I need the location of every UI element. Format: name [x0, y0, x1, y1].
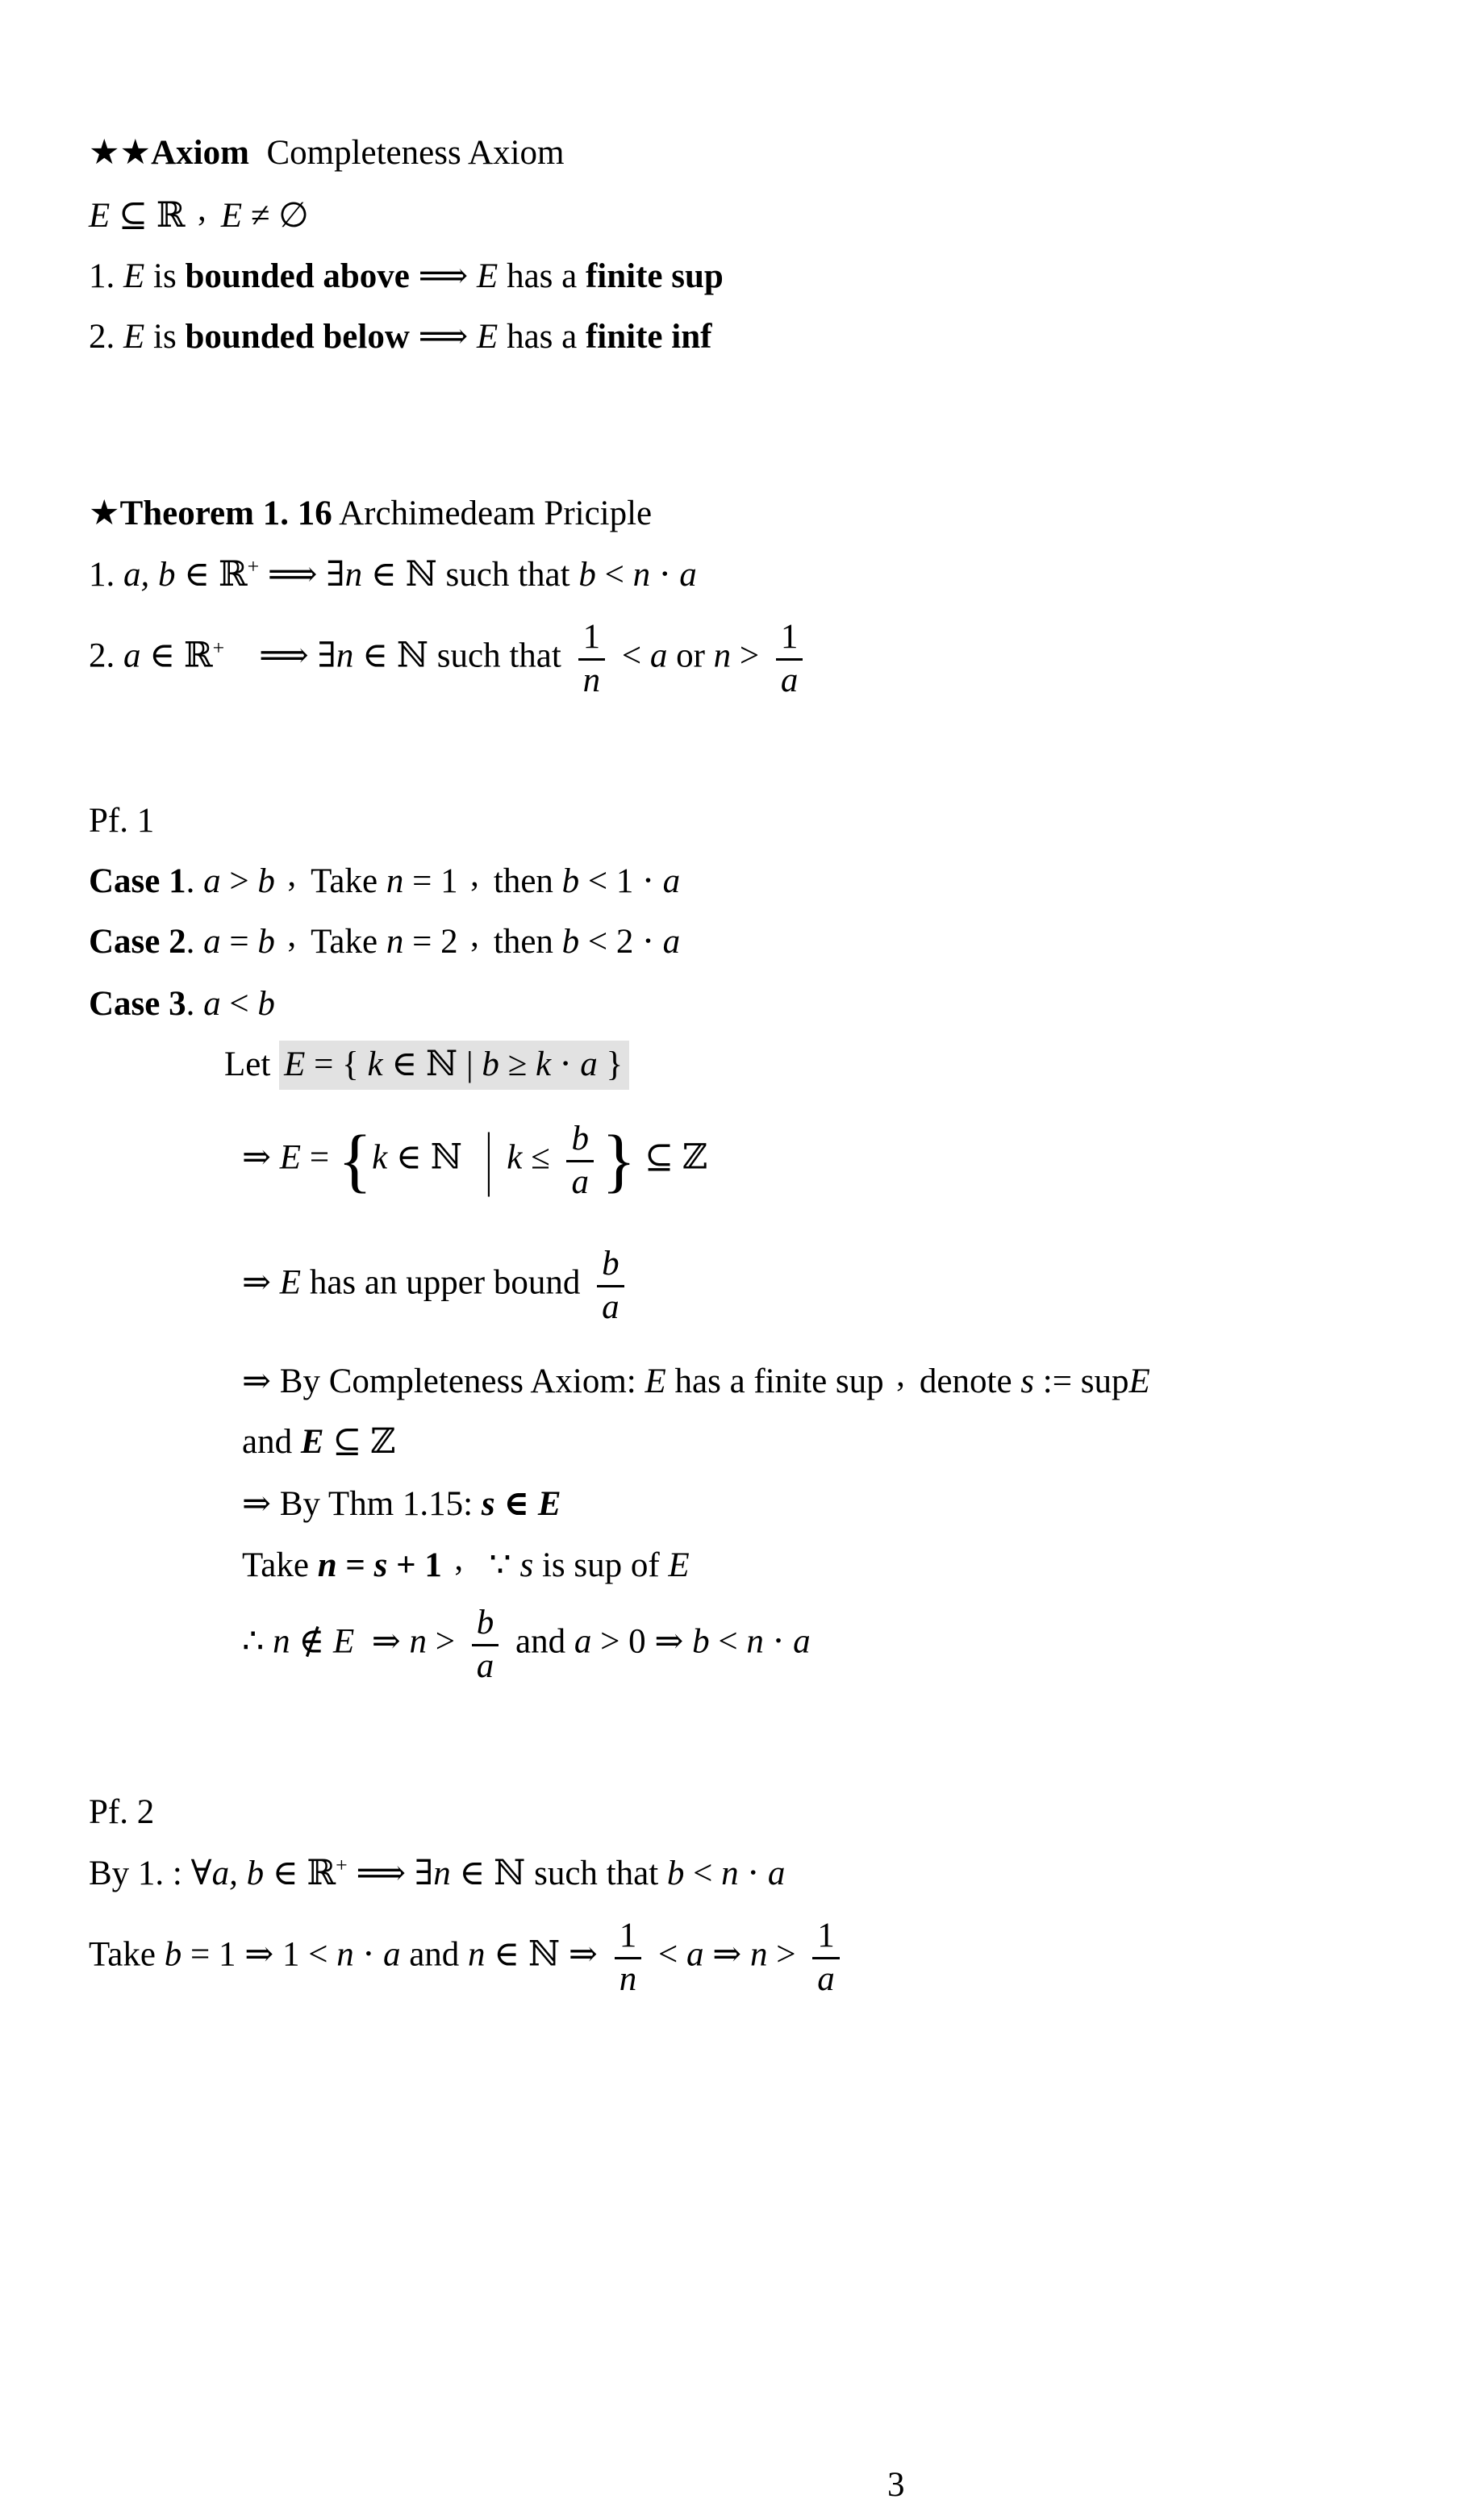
math-var: n — [721, 1855, 739, 1892]
math-var: E — [300, 1423, 324, 1461]
page-number-text: 3 — [887, 2466, 905, 2504]
math-text: ∈ ℝ — [264, 1855, 336, 1892]
math-var: n — [468, 1935, 486, 1974]
math-text: = — [301, 1138, 338, 1177]
fraction-1-over-n — [578, 620, 606, 699]
math-text: < 2 ⋅ — [579, 923, 663, 961]
math-text: ∉ — [290, 1622, 333, 1661]
math-text: + 1 — [387, 1546, 442, 1584]
math-text: < — [709, 1622, 747, 1661]
because-symbol: ∵ — [489, 1546, 520, 1584]
math-text: ⇒ — [354, 1622, 410, 1661]
math-var: a — [662, 923, 681, 961]
math-var: s — [519, 1546, 534, 1584]
text: and — [242, 1423, 301, 1461]
theorem-item-2 — [89, 620, 811, 699]
comma: , — [896, 1356, 905, 1395]
item-number: 2. — [89, 318, 123, 356]
star-icon: ★ — [89, 494, 120, 532]
math-var: k — [367, 1045, 383, 1083]
text: has a — [498, 257, 586, 295]
text: then — [493, 862, 562, 900]
set-builder-line — [242, 1121, 707, 1200]
math-var: k — [372, 1138, 388, 1177]
math-var: a — [793, 1622, 811, 1661]
math-text: ⋅ — [763, 1622, 794, 1661]
math-var: E — [477, 257, 499, 295]
axiom-label: Axiom — [151, 134, 249, 172]
math-text: } — [597, 1045, 624, 1083]
axiom-title: Completeness Axiom — [248, 134, 565, 172]
frac-den: n — [619, 1959, 637, 1998]
fraction-1-over-a — [812, 1918, 840, 1997]
text: is — [144, 257, 186, 295]
fraction-1-over-a — [776, 620, 803, 699]
superscript-plus: + — [336, 1853, 348, 1877]
math-text: and — [507, 1622, 574, 1661]
math-text: ⋅ — [738, 1855, 768, 1892]
text: denote — [919, 1362, 1021, 1400]
completeness-apply-line — [242, 1356, 1150, 1403]
frac-num: b — [566, 1121, 594, 1162]
frac-den: n — [582, 661, 601, 699]
implies-arrow: ⟹ — [409, 257, 478, 295]
math-var: n — [386, 862, 404, 900]
math-var: a — [686, 1935, 704, 1974]
proof-2-label — [89, 1792, 154, 1834]
frac-den: a — [602, 1287, 620, 1326]
frac-num: 1 — [812, 1918, 840, 1959]
text: ⇒ By Thm 1.15: — [242, 1485, 482, 1523]
math-var: E — [123, 257, 145, 295]
case-2-line — [89, 916, 681, 963]
frac-num: 1 — [776, 620, 803, 661]
math-text: ∈ ℕ such that — [362, 556, 579, 594]
text: is sup of — [533, 1546, 669, 1584]
math-var: s — [373, 1546, 388, 1584]
math-text: = { — [305, 1045, 368, 1083]
math-var: E — [284, 1045, 306, 1083]
implies-arrow: ⇒ — [242, 1138, 280, 1177]
math-var: s — [1020, 1362, 1035, 1400]
math-text: = 1 ⇒ 1 < — [181, 1935, 337, 1974]
math-text: > 0 ⇒ — [591, 1622, 693, 1661]
math-text: or — [667, 636, 714, 675]
math-text: ⊆ ℤ — [636, 1138, 708, 1177]
math-var: n — [746, 1622, 764, 1661]
math-text: > — [220, 862, 258, 900]
math-var: a — [662, 862, 681, 900]
let-set-line — [224, 1045, 629, 1086]
math-var: b — [561, 923, 580, 961]
math-var: a — [649, 636, 668, 675]
math-text: and — [400, 1935, 469, 1974]
math-var: a — [767, 1855, 786, 1892]
math-var: n — [713, 636, 732, 675]
math-text: < — [684, 1855, 722, 1892]
math-var: b — [257, 985, 275, 1023]
upper-bound-line — [242, 1246, 632, 1325]
math-var: E — [279, 1263, 302, 1302]
frac-num: b — [472, 1605, 499, 1646]
frac-num: 1 — [615, 1918, 642, 1959]
math-var: b — [578, 556, 596, 594]
math-var: n — [344, 556, 363, 594]
text: . — [186, 923, 204, 961]
math-var: n — [386, 923, 404, 961]
by-1-line — [89, 1854, 785, 1895]
math-var: a, b — [123, 556, 176, 594]
math-var: a — [203, 923, 221, 961]
math-text: ∈ ℕ — [387, 1138, 471, 1177]
math-text: ⟹ ∃ — [259, 556, 345, 594]
math-text: ⊆ ℝ — [110, 197, 186, 235]
axiom-item-2 — [89, 317, 711, 358]
math-text: ⋅ — [650, 556, 680, 594]
text: Let — [224, 1045, 280, 1083]
comma: , — [287, 916, 297, 955]
comma: , — [454, 1540, 464, 1579]
take-n-line — [242, 1540, 690, 1587]
frac-den: a — [817, 1959, 835, 1998]
text: has a finite sup — [665, 1362, 884, 1400]
theorem-item-1 — [89, 555, 697, 596]
text: Take — [89, 1935, 165, 1974]
math-var: E — [645, 1362, 666, 1400]
frac-den: a — [780, 661, 799, 699]
math-var: b — [482, 1045, 499, 1083]
comma: , — [470, 856, 479, 895]
right-brace: } — [601, 1120, 636, 1200]
math-var: b — [561, 862, 580, 900]
comma: , — [198, 190, 207, 229]
math-text: ∈ ℝ — [140, 636, 213, 675]
math-var: b — [257, 923, 275, 961]
math-var: b — [164, 1935, 182, 1974]
set-divider-bar: | — [485, 1120, 493, 1199]
math-text: < 1 ⋅ — [579, 862, 663, 900]
theorem-title: Archimedeam Priciple — [332, 494, 653, 532]
math-var: b — [257, 862, 275, 900]
math-text: = 2 — [403, 923, 458, 961]
math-var: n — [750, 1935, 768, 1974]
math-var: a, b — [211, 1855, 265, 1892]
proof-1-label — [89, 801, 154, 842]
bold-term: finite inf — [585, 318, 712, 356]
math-var: E — [668, 1546, 690, 1584]
axiom-heading — [89, 133, 565, 174]
axiom-setup-line — [89, 190, 309, 237]
case-label: Case 2 — [89, 923, 186, 961]
math-text: > — [767, 1935, 805, 1974]
theorem-label: Theorem 1. 16 — [119, 494, 332, 532]
math-text: ⟹ ∃ — [347, 1855, 434, 1892]
math-text: ⋅ — [551, 1045, 581, 1083]
frac-den: a — [571, 1162, 589, 1201]
case-1-line — [89, 856, 681, 903]
math-var: n — [433, 1855, 451, 1892]
comma: , — [470, 916, 479, 955]
math-var: a — [679, 556, 697, 594]
math-text: ≤ — [522, 1138, 559, 1177]
text: Take — [311, 923, 386, 961]
math-text: ∈ ℕ such that — [353, 636, 570, 675]
math-text: ∈ ℝ — [175, 556, 248, 594]
text: Pf. 1 — [89, 802, 155, 840]
item-number: 1. — [89, 257, 123, 295]
frac-num: 1 — [578, 620, 606, 661]
fraction-b-over-a — [472, 1605, 499, 1684]
math-text: > — [731, 636, 768, 675]
fraction-b-over-a — [566, 1121, 594, 1200]
item-number: 2. — [89, 636, 123, 675]
stars-icon: ★★ — [89, 134, 152, 172]
comma: , — [287, 856, 297, 895]
text: has a — [498, 318, 586, 356]
text: is — [144, 318, 186, 356]
math-text: < — [613, 636, 650, 675]
math-text: ∈ — [494, 1485, 538, 1523]
math-text: = — [220, 923, 258, 961]
math-var: a — [123, 636, 141, 675]
math-var: k — [535, 1045, 552, 1083]
fraction-1-over-n — [615, 1918, 642, 1997]
math-var: E — [477, 318, 499, 356]
superscript-plus: + — [247, 554, 260, 578]
highlighted-set-expression — [279, 1041, 629, 1090]
item-number: 1. — [89, 556, 123, 594]
math-text: < — [649, 1935, 686, 1974]
math-var: a — [580, 1045, 598, 1083]
math-var: b — [692, 1622, 710, 1661]
case-3-line — [89, 984, 275, 1025]
math-var: E — [537, 1485, 561, 1523]
math-var: a — [203, 862, 221, 900]
text: has an upper bound — [301, 1263, 590, 1302]
text: Take — [311, 862, 386, 900]
implies-arrow: ⟹ — [409, 318, 478, 356]
text: By 1. : ∀ — [89, 1855, 212, 1892]
math-text: ∈ ℕ such that — [450, 1855, 667, 1892]
math-text: = — [336, 1546, 374, 1584]
math-text: = 1 — [403, 862, 458, 900]
bold-term: finite sup — [585, 257, 724, 295]
frac-den: a — [476, 1646, 494, 1685]
therefore-line — [242, 1605, 811, 1684]
math-var: E — [332, 1622, 355, 1661]
fraction-b-over-a — [597, 1246, 624, 1325]
math-var: a — [574, 1622, 592, 1661]
math-text: ∈ ℕ ⇒ — [485, 1935, 607, 1974]
math-text: ⟹ ∃ — [259, 636, 336, 675]
text: Take — [242, 1546, 318, 1584]
math-var: n — [632, 556, 651, 594]
math-var: s — [481, 1485, 495, 1523]
take-b-line — [89, 1918, 848, 1997]
text: then — [493, 923, 562, 961]
left-brace: { — [337, 1120, 373, 1200]
bold-term: bounded below — [185, 318, 410, 356]
math-var: E — [279, 1138, 302, 1177]
math-text: > — [427, 1622, 464, 1661]
text: . — [186, 862, 204, 900]
math-text: ⇒ — [703, 1935, 750, 1974]
math-var: E — [220, 197, 243, 235]
math-text: := sup — [1034, 1362, 1129, 1400]
case-label: Case 1 — [89, 862, 186, 900]
math-var: b — [666, 1855, 685, 1892]
frac-num: b — [597, 1246, 624, 1287]
math-var: E — [89, 197, 111, 235]
math-text: ⊆ ℤ — [323, 1423, 396, 1461]
math-var: a — [203, 985, 221, 1023]
math-text: ≥ — [499, 1045, 536, 1083]
text: Pf. 2 — [89, 1793, 155, 1831]
math-var: n — [409, 1622, 428, 1661]
math-text: ⋅ — [353, 1935, 383, 1974]
math-var: k — [507, 1138, 523, 1177]
math-var: a — [382, 1935, 401, 1974]
math-var: E — [1128, 1362, 1150, 1400]
thm-115-line — [242, 1484, 561, 1525]
text: . — [186, 985, 204, 1023]
math-text: < — [220, 985, 258, 1023]
and-subset-line — [242, 1422, 395, 1463]
text: ⇒ By Completeness Axiom: — [242, 1362, 645, 1400]
implies-arrow: ⇒ — [242, 1263, 280, 1302]
math-var: n — [317, 1546, 337, 1584]
case-label: Case 3 — [89, 985, 186, 1023]
superscript-plus: + — [212, 636, 225, 660]
math-var: n — [336, 636, 354, 675]
math-text: ≠ ∅ — [242, 197, 309, 235]
math-text: < — [595, 556, 633, 594]
bold-term: bounded above — [185, 257, 410, 295]
page-number — [887, 2465, 905, 2506]
math-var: n — [273, 1622, 290, 1661]
math-var: E — [123, 318, 145, 356]
theorem-heading — [89, 494, 652, 535]
axiom-item-1 — [89, 257, 724, 298]
spacer — [224, 637, 259, 675]
math-var: n — [336, 1935, 354, 1974]
therefore-symbol: ∴ — [242, 1622, 273, 1661]
math-text: ∈ ℕ | — [382, 1045, 482, 1083]
